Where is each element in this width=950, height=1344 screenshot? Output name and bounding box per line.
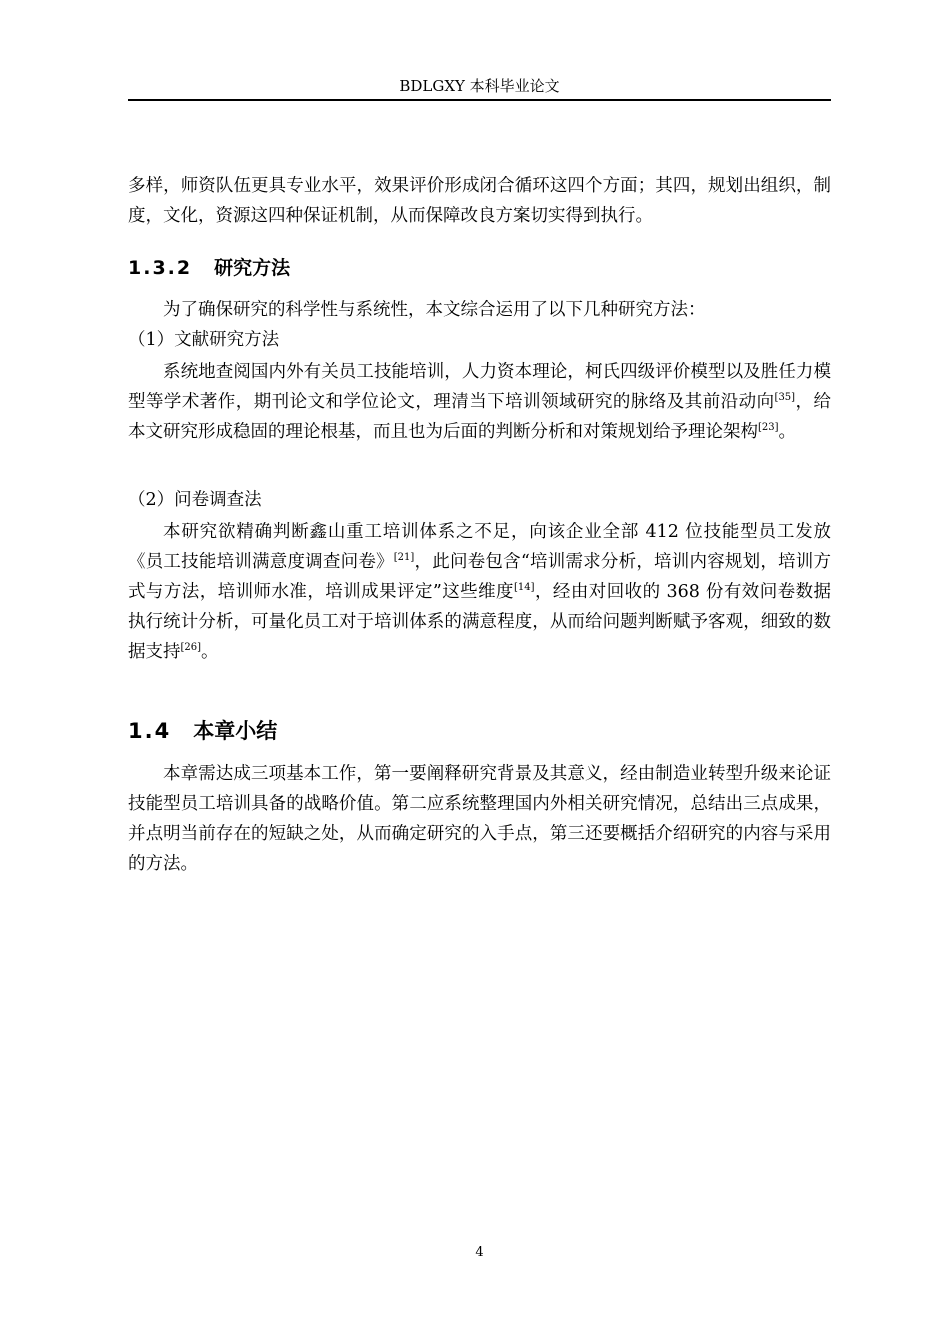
page-number: 4: [475, 1245, 484, 1260]
paragraph-literature-method: [128, 357, 831, 447]
citation: [14]: [514, 582, 535, 594]
header-rule: [128, 99, 831, 101]
method-label-survey: （2）问卷调查法: [128, 490, 262, 510]
paragraph-chapter-summary: 本章需达成三项基本工作，第一要阐释研究背景及其意义，经由制造业转型升级来论证技能型员工培训具备的战略价值。第二应系统整理国内外相关研究情况，总结出三点成果，并点明当前存在的短缺之处，从而确定研究的入手点，第三还要概括介绍研究的内容与采用的方法。: [128, 764, 831, 874]
text-run: 系统地查阅国内外有关员工技能培训，人力资本理论，柯氏四级评价模型以及胜任力模型等学术著作，期刊论文和学位论文，理清当下培训领域研究的脉络及其前沿动向: [128, 362, 831, 412]
paragraph-methods-intro: 为了确保研究的科学性与系统性，本文综合运用了以下几种研究方法：: [163, 300, 706, 320]
text-run: 。: [201, 642, 219, 662]
citation: [26]: [180, 642, 202, 654]
text-run: ，此问卷包含“培训需求分析，培训内容规划，培训方式与方法，培训师水准，培训成果评定”这些维度: [128, 552, 831, 602]
paragraph-survey-method: [128, 517, 831, 667]
section-number: 1.3.2: [128, 257, 193, 279]
citation: [21]: [393, 552, 415, 564]
section-heading-1-3-2: [128, 255, 831, 281]
text-run: 。: [778, 422, 797, 442]
citation: [23]: [758, 422, 779, 434]
section-number: 1.4: [128, 719, 172, 743]
text-run: 本研究欲精确判断鑫山重工培训体系之不足，向该企业全部 412 位技能型员工发放《员工技能培训满意度调查问卷》: [128, 522, 831, 572]
running-header: BDLGXY 本科毕业论文: [399, 77, 560, 95]
text-run: ，经由对回收的 368 份有效问卷数据执行统计分析，可量化员工对于培训体系的满意程度，从而给问题判断赋予客观，细致的数据支持: [128, 582, 831, 662]
section-title: 本章小结: [193, 719, 278, 743]
text-run: ，给本文研究形成稳固的理论根基，而且也为后面的判断分析和对策规划给予理论架构: [128, 392, 831, 442]
section-heading-1-4: [128, 718, 831, 744]
section-title: 研究方法: [214, 257, 291, 279]
method-label-literature: （1）文献研究方法: [128, 330, 280, 350]
citation: [35]: [774, 392, 796, 404]
paragraph-continued: 多样，师资队伍更具专业水平，效果评价形成闭合循环这四个方面；其四，规划出组织，制度，文化，资源这四种保证机制，从而保障改良方案切实得到执行。: [128, 176, 831, 226]
